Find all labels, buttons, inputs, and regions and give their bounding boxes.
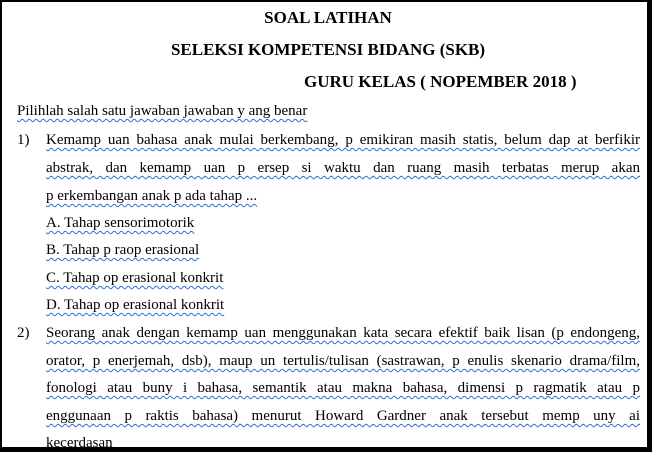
question-2-line-3: fonologi atau buny i bahasa, semantik atau makna bahasa, dimensi p ragmatik atau p	[46, 380, 640, 396]
question-1-line-2: abstrak, dan kemamp uan p ersep si waktu dan ruang masih terbatas merup akan	[46, 160, 640, 176]
question-1-line-1: Kemamp uan bahasa anak mulai berkembang, p emikiran masih statis, belum dap at berfikir	[46, 132, 640, 148]
question-2-line-5: kecerdasan	[46, 435, 113, 451]
question-1-option-c: C. Tahap op erasional konkrit	[46, 270, 224, 286]
question-1-number: 1)	[17, 132, 30, 148]
question-1-option-a: A. Tahap sensorimotorik	[46, 215, 195, 231]
title-seleksi-kompetensi: SELEKSI KOMPETENSI BIDANG (SKB)	[170, 40, 486, 59]
question-2-number: 2)	[17, 325, 30, 341]
title-guru-kelas: GURU KELAS ( NOPEMBER 2018 )	[304, 72, 577, 91]
title-soal-latihan: SOAL LATIHAN	[264, 8, 392, 27]
question-2-line-1: Seorang anak dengan kemamp uan menggunakan kata secara efektif baik lisan (p endongeng,	[46, 325, 640, 341]
instruction-text: Pilihlah salah satu jawaban jawaban y ang benar	[17, 103, 308, 119]
question-1-line-3: p erkembangan anak p ada tahap ...	[46, 188, 258, 204]
question-2-line-4: enggunaan p raktis bahasa) menurut Howard Gardner anak tersebut memp uny ai	[46, 408, 640, 424]
question-2-line-2: orator, p enerjemah, dsb), maup un tertulis/tulisan (sastrawan, p enulis skenario drama/film,	[46, 353, 640, 369]
question-1-option-b: B. Tahap p raop erasional	[46, 242, 200, 258]
question-1-option-d: D. Tahap op erasional konkrit	[46, 297, 225, 313]
